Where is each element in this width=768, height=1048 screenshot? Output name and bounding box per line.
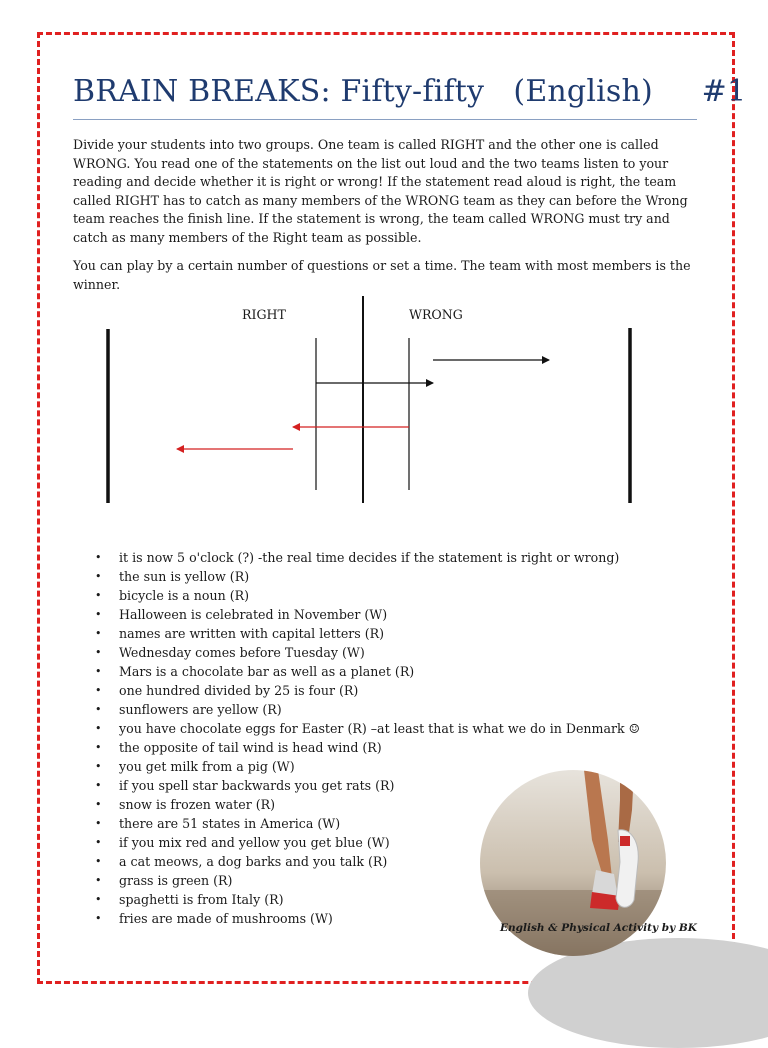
bullet-icon: • (95, 551, 102, 564)
statement-text: Mars is a chocolate bar as well as a planet (R) (119, 664, 415, 679)
statement-text: there are 51 states in America (W) (119, 816, 341, 831)
statement-text: it is now 5 o'clock (?) -the real time decides if the statement is right or wrong) (119, 550, 620, 565)
statement-text: a cat meows, a dog barks and you talk (R) (119, 854, 388, 869)
title-underline (73, 119, 697, 120)
game-field-diagram (0, 290, 768, 520)
statement-text: one hundred divided by 25 is four (R) (119, 683, 359, 698)
statement-item (95, 605, 715, 624)
statement-text: sunflowers are yellow (R) (119, 702, 282, 717)
bullet-icon: • (95, 627, 102, 640)
statement-item (95, 567, 715, 586)
bullet-icon: • (95, 722, 102, 735)
bullet-icon: • (95, 855, 102, 868)
statement-text: names are written with capital letters (R) (119, 626, 385, 641)
statement-text: if you spell star backwards you get rats (R) (119, 778, 395, 793)
statement-item (95, 643, 715, 662)
bullet-icon: • (95, 703, 102, 716)
page-title: BRAIN BREAKS: Fifty-fifty (English) #1 (73, 74, 747, 109)
statement-text: the opposite of tail wind is head wind (R) (119, 740, 382, 755)
statement-text: if you mix red and yellow you get blue (W) (119, 835, 390, 850)
statement-text: Halloween is celebrated in November (W) (119, 607, 388, 622)
bullet-icon: • (95, 760, 102, 773)
statement-item (95, 548, 715, 567)
bullet-icon: • (95, 817, 102, 830)
bullet-icon: • (95, 798, 102, 811)
bullet-icon: • (95, 779, 102, 792)
statement-item (95, 681, 715, 700)
label-right: RIGHT (242, 307, 286, 322)
bullet-icon: • (95, 893, 102, 906)
bullet-icon: • (95, 684, 102, 697)
intro-paragraph: Divide your students into two groups. One team is called RIGHT and the other one is called WRONG. You read one of the statements on the list out loud and the two teams listen to your reading and decide whether it is right or wrong! If the statement read aloud is right, the team called RIGHT has to catch as many members of the WRONG team as they can before the Wrong team reaches the finish line. If the statement is wrong, the team called WRONG must try and catch as many members of the Right team as possible. (73, 137, 688, 245)
bullet-icon: • (95, 570, 102, 583)
statement-text: snow is frozen water (R) (119, 797, 276, 812)
statement-text: you have chocolate eggs for Easter (R) –at least that is what we do in Denmark ☺ (119, 721, 640, 736)
bullet-icon: • (95, 912, 102, 925)
statement-text: Wednesday comes before Tuesday (W) (119, 645, 365, 660)
bullet-icon: • (95, 646, 102, 659)
statement-item (95, 586, 715, 605)
bullet-icon: • (95, 665, 102, 678)
statement-text: grass is green (R) (119, 873, 233, 888)
bullet-icon: • (95, 589, 102, 602)
bullet-icon: • (95, 608, 102, 621)
bullet-icon: • (95, 741, 102, 754)
statement-text: you get milk from a pig (W) (119, 759, 295, 774)
statement-text: the sun is yellow (R) (119, 569, 250, 584)
statement-item (95, 700, 715, 719)
credit-line: English & Physical Activity by BK (500, 922, 697, 934)
statement-item (95, 662, 715, 681)
rules-paragraph: You can play by a certain number of questions or set a time. The team with most members is the winner. (73, 258, 691, 292)
bullet-icon: • (95, 836, 102, 849)
statement-item (95, 738, 715, 757)
statement-item (95, 757, 715, 776)
statement-text: fries are made of mushrooms (W) (119, 911, 333, 926)
statement-text: bicycle is a noun (R) (119, 588, 250, 603)
label-wrong: WRONG (409, 307, 463, 322)
statement-item (95, 624, 715, 643)
bullet-icon: • (95, 874, 102, 887)
statement-text: spaghetti is from Italy (R) (119, 892, 284, 907)
statement-item (95, 719, 715, 738)
